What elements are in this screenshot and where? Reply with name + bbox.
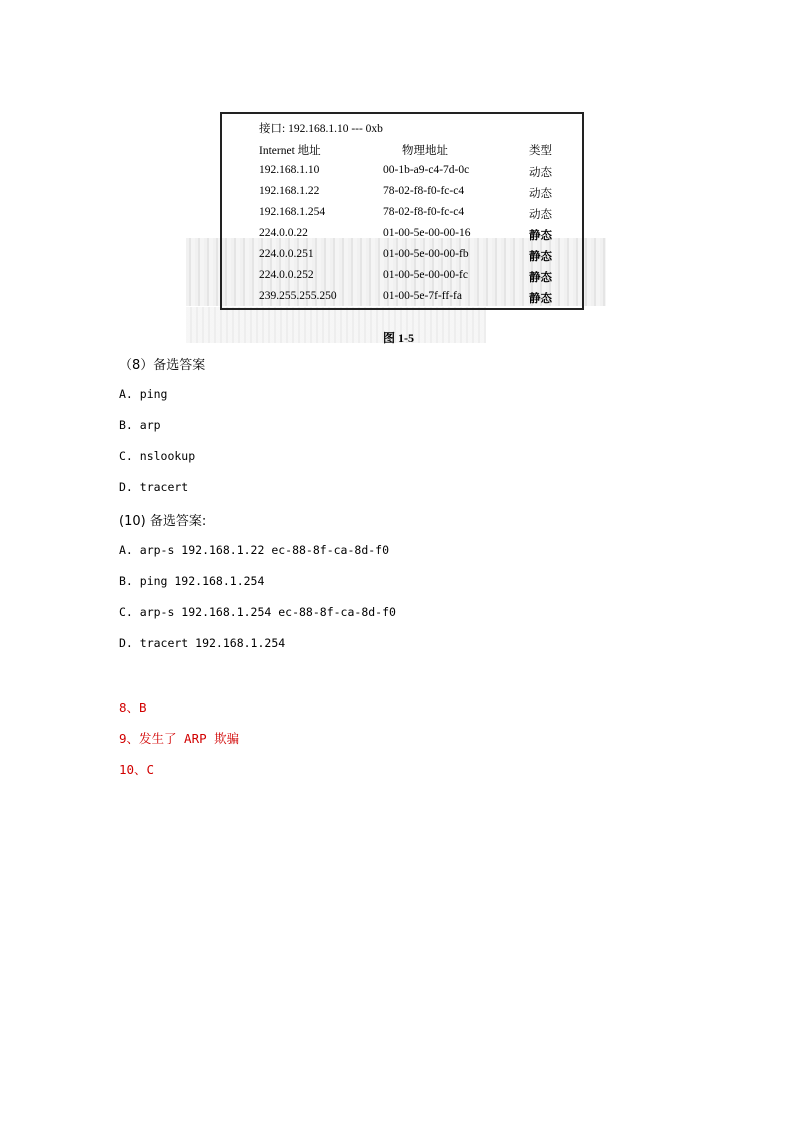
q8-option-d: D. tracert [119, 480, 189, 494]
row-ip: 224.0.0.252 [259, 269, 314, 281]
row-mac: 78-02-f8-f0-fc-c4 [383, 185, 465, 197]
row-ip: 192.168.1.22 [259, 185, 320, 197]
arp-table-frame [220, 112, 584, 310]
row-ip: 192.168.1.254 [259, 206, 326, 218]
row-mac: 00-1b-a9-c4-7d-0c [383, 164, 470, 176]
answer-9: 9、发生了 ARP 欺骗 [119, 731, 240, 746]
row-ip: 192.168.1.10 [259, 164, 320, 176]
row-type: 动态 [529, 188, 552, 200]
q8-option-a: A. ping [119, 387, 168, 401]
row-mac: 01-00-5e-00-00-fc [383, 269, 468, 281]
q10-title: (10) 备选答案: [119, 514, 207, 529]
row-mac: 01-00-5e-00-00-16 [383, 227, 471, 239]
figure-caption: 图 1-5 [383, 331, 414, 345]
row-type: 静态 [529, 251, 552, 263]
answer-10: 10、C [119, 762, 155, 777]
row-mac: 01-00-5e-7f-ff-fa [383, 290, 462, 302]
q8-option-b: B. arp [119, 418, 161, 432]
row-type: 静态 [529, 272, 552, 284]
row-type: 动态 [529, 209, 552, 221]
row-ip: 224.0.0.22 [259, 227, 308, 239]
row-ip: 239.255.255.250 [259, 290, 337, 302]
q10-option-a: A. arp-s 192.168.1.22 ec-88-8f-ca-8d-f0 [119, 543, 390, 557]
q10-option-d: D. tracert 192.168.1.254 [119, 636, 286, 650]
q8-title: （8）备选答案 [119, 358, 206, 373]
row-mac: 78-02-f8-f0-fc-c4 [383, 206, 465, 218]
header-type: 类型 [529, 145, 552, 157]
header-mac: 物理地址 [402, 145, 448, 157]
q10-option-c: C. arp-s 192.168.1.254 ec-88-8f-ca-8d-f0 [119, 605, 396, 619]
interface-line: 接口: 192.168.1.10 --- 0xb [259, 123, 383, 135]
scan-noise [186, 307, 486, 343]
row-type: 静态 [529, 230, 552, 242]
row-mac: 01-00-5e-00-00-fb [383, 248, 469, 260]
arp-table-figure [186, 102, 606, 346]
row-type: 动态 [529, 167, 552, 179]
header-ip: Internet 地址 [259, 145, 321, 157]
q8-option-c: C. nslookup [119, 449, 196, 463]
row-type: 静态 [529, 293, 552, 305]
q10-option-b: B. ping 192.168.1.254 [119, 574, 265, 588]
row-ip: 224.0.0.251 [259, 248, 314, 260]
answer-8: 8、B [119, 700, 147, 715]
